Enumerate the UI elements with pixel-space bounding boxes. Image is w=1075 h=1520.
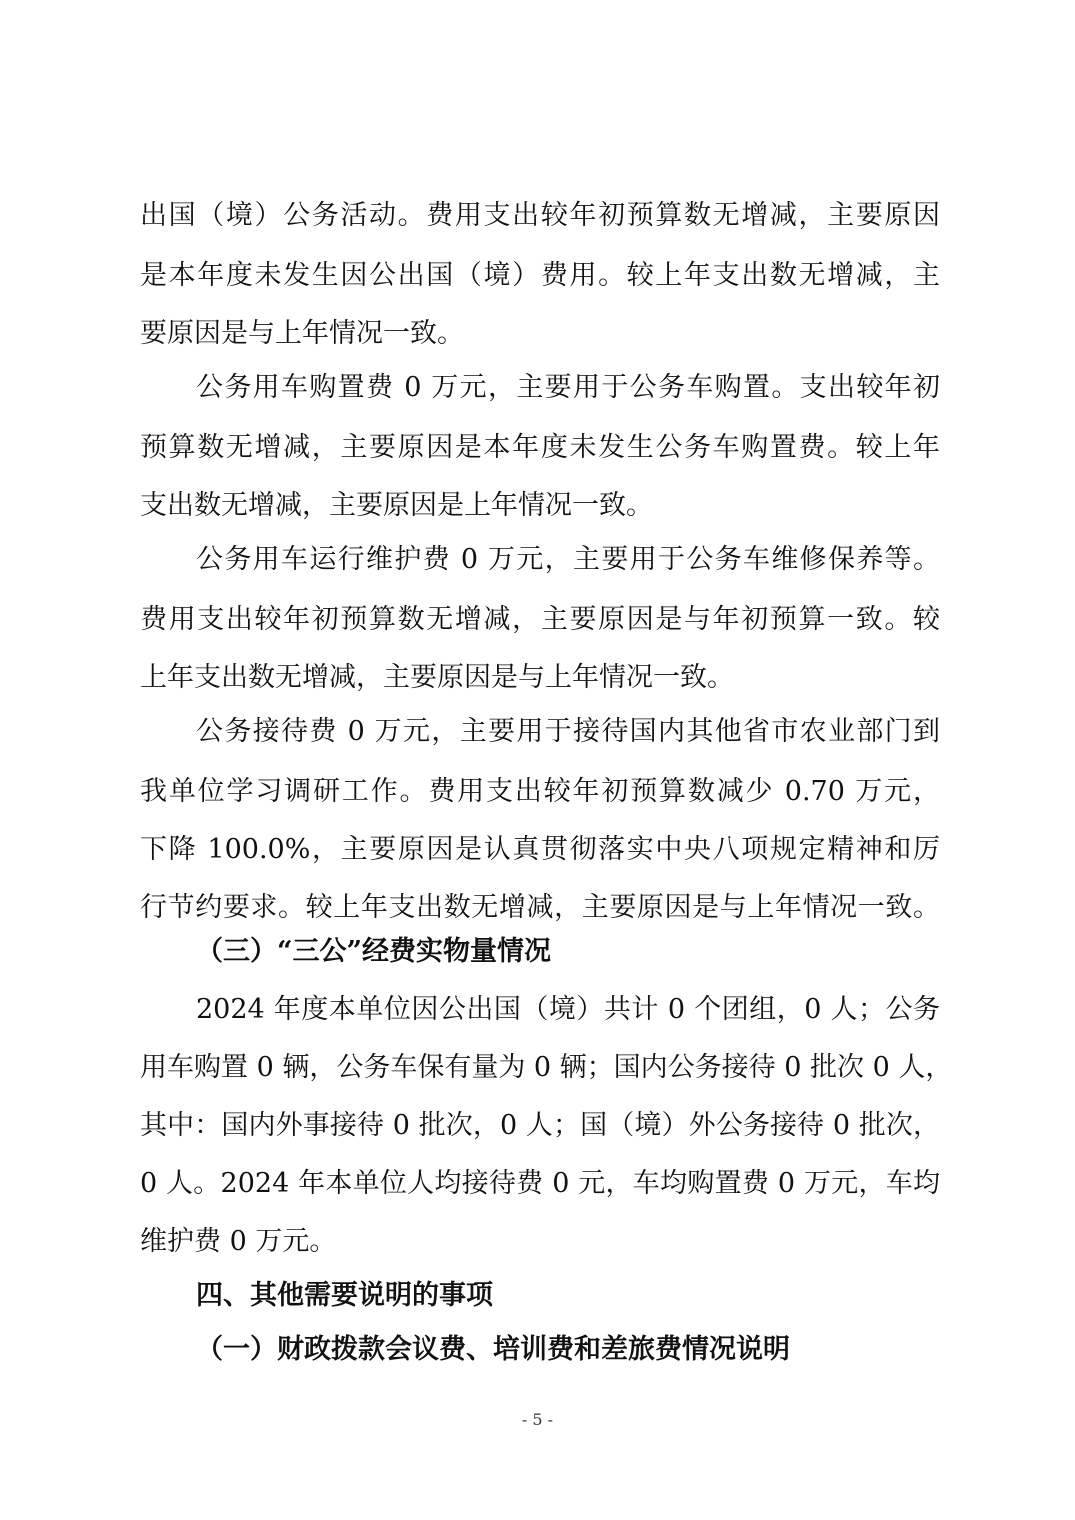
section-heading: 四、其他需要说明的事项	[196, 1280, 493, 1311]
paragraph-line: 预算数无增减，主要原因是本年度未发生公务车购置费。较上年	[140, 432, 940, 463]
paragraph-line: 是本年度未发生因公出国（境）费用。较上年支出数无增减，主	[140, 260, 940, 291]
paragraph-line: 要原因是与上年情况一致。	[140, 318, 464, 349]
paragraph-line: 其中：国内外事接待 0 批次，0 人；国（境）外公务接待 0 批次，	[140, 1110, 940, 1141]
paragraph-line: 行节约要求。较上年支出数无增减，主要原因是与上年情况一致。	[140, 892, 940, 923]
paragraph-line: 公务用车购置费 0 万元，主要用于公务车购置。支出较年初	[196, 372, 940, 403]
paragraph-line: 维护费 0 万元。	[140, 1226, 337, 1257]
paragraph-line: 用车购置 0 辆，公务车保有量为 0 辆；国内公务接待 0 批次 0 人，	[140, 1052, 953, 1083]
paragraph-line: 公务用车运行维护费 0 万元，主要用于公务车维修保养等。	[196, 544, 940, 575]
paragraph-line: 我单位学习调研工作。费用支出较年初预算数减少 0.70 万元，	[140, 776, 940, 807]
paragraph-line: 2024 年度本单位因公出国（境）共计 0 个团组，0 人；公务	[196, 994, 940, 1025]
section-heading: （一）财政拨款会议费、培训费和差旅费情况说明	[196, 1334, 790, 1365]
paragraph-line: 上年支出数无增减，主要原因是与上年情况一致。	[140, 662, 734, 693]
section-heading: （三）“三公”经费实物量情况	[196, 936, 552, 967]
paragraph-line: 下降 100.0%，主要原因是认真贯彻落实中央八项规定精神和厉	[140, 834, 940, 865]
paragraph-line: 费用支出较年初预算数无增减，主要原因是与年初预算一致。较	[140, 604, 940, 635]
paragraph-line: 支出数无增减，主要原因是上年情况一致。	[140, 490, 653, 521]
paragraph-line: 0 人。2024 年本单位人均接待费 0 元，车均购置费 0 万元，车均	[140, 1168, 940, 1199]
paragraph-line: 公务接待费 0 万元，主要用于接待国内其他省市农业部门到	[196, 716, 940, 747]
paragraph-line: 出国（境）公务活动。费用支出较年初预算数无增减，主要原因	[140, 200, 940, 231]
page-number: - 5 -	[521, 1410, 554, 1429]
